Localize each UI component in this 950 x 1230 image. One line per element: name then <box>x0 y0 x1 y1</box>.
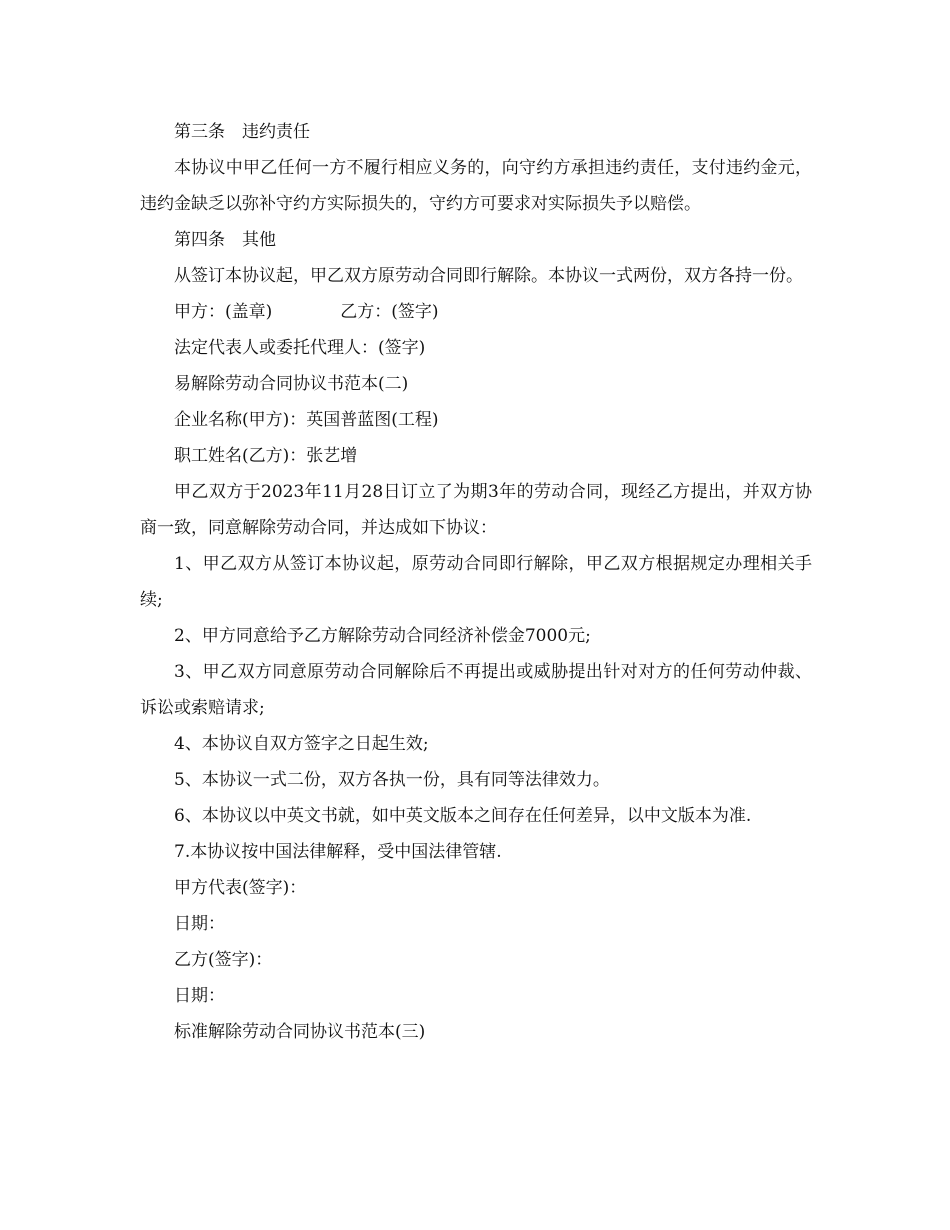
article-4-heading: 第四条 其他 <box>174 230 276 250</box>
party-a-signature: 甲方代表(签字)： <box>174 878 307 898</box>
template-3-title: 标准解除劳动合同协议书范本(三) <box>174 1022 426 1042</box>
clause-1: 1、甲乙双方从签订本协议起，原劳动合同即行解除，甲乙双方根据规定办理相关手续; <box>140 554 812 610</box>
agreement-intro: 甲乙双方于2023年11月28日订立了为期3年的劳动合同，现经乙方提出，并双方协商一致，同意解除劳动合同，并达成如下协议： <box>140 482 812 538</box>
clause-5: 5、本协议一式二份，双方各执一份，具有同等法律效力。 <box>174 770 610 790</box>
party-b-signature: 乙方(签字)： <box>174 950 273 970</box>
article-4-body: 从签订本协议起，甲乙双方原劳动合同即行解除。本协议一式两份，双方各持一份。 <box>174 266 803 286</box>
company-name: 企业名称(甲方)：英国普蓝图(工程) <box>174 410 439 430</box>
clause-4: 4、本协议自双方签字之日起生效; <box>174 734 429 754</box>
party-b-date: 日期： <box>174 986 225 1006</box>
template-2-title: 易解除劳动合同协议书范本(二) <box>174 374 409 394</box>
legal-representative: 法定代表人或委托代理人：(签字) <box>174 338 426 358</box>
clause-3: 3、甲乙双方同意原劳动合同解除后不再提出或威胁提出针对对方的任何劳动仲裁、诉讼或索赔请求; <box>140 662 812 718</box>
party-a-date: 日期： <box>174 914 225 934</box>
article-3-body: 本协议中甲乙任何一方不履行相应义务的，向守约方承担违约责任，支付违约金元，违约金缺乏以弥补守约方实际损失的，守约方可要求对实际损失予以赔偿。 <box>140 158 812 214</box>
document-body <box>140 114 812 1050</box>
employee-name: 职工姓名(乙方)：张艺增 <box>174 446 358 466</box>
clause-6: 6、本协议以中英文书就，如中英文版本之间存在任何差异，以中文版本为准. <box>174 806 752 826</box>
clause-7: 7.本协议按中国法律解释，受中国法律管辖. <box>174 842 502 862</box>
article-3-heading: 第三条 违约责任 <box>174 122 310 142</box>
signature-parties: 甲方：(盖章) 乙方：(签字) <box>174 302 439 322</box>
clause-2: 2、甲方同意给予乙方解除劳动合同经济补偿金7000元; <box>174 626 591 646</box>
